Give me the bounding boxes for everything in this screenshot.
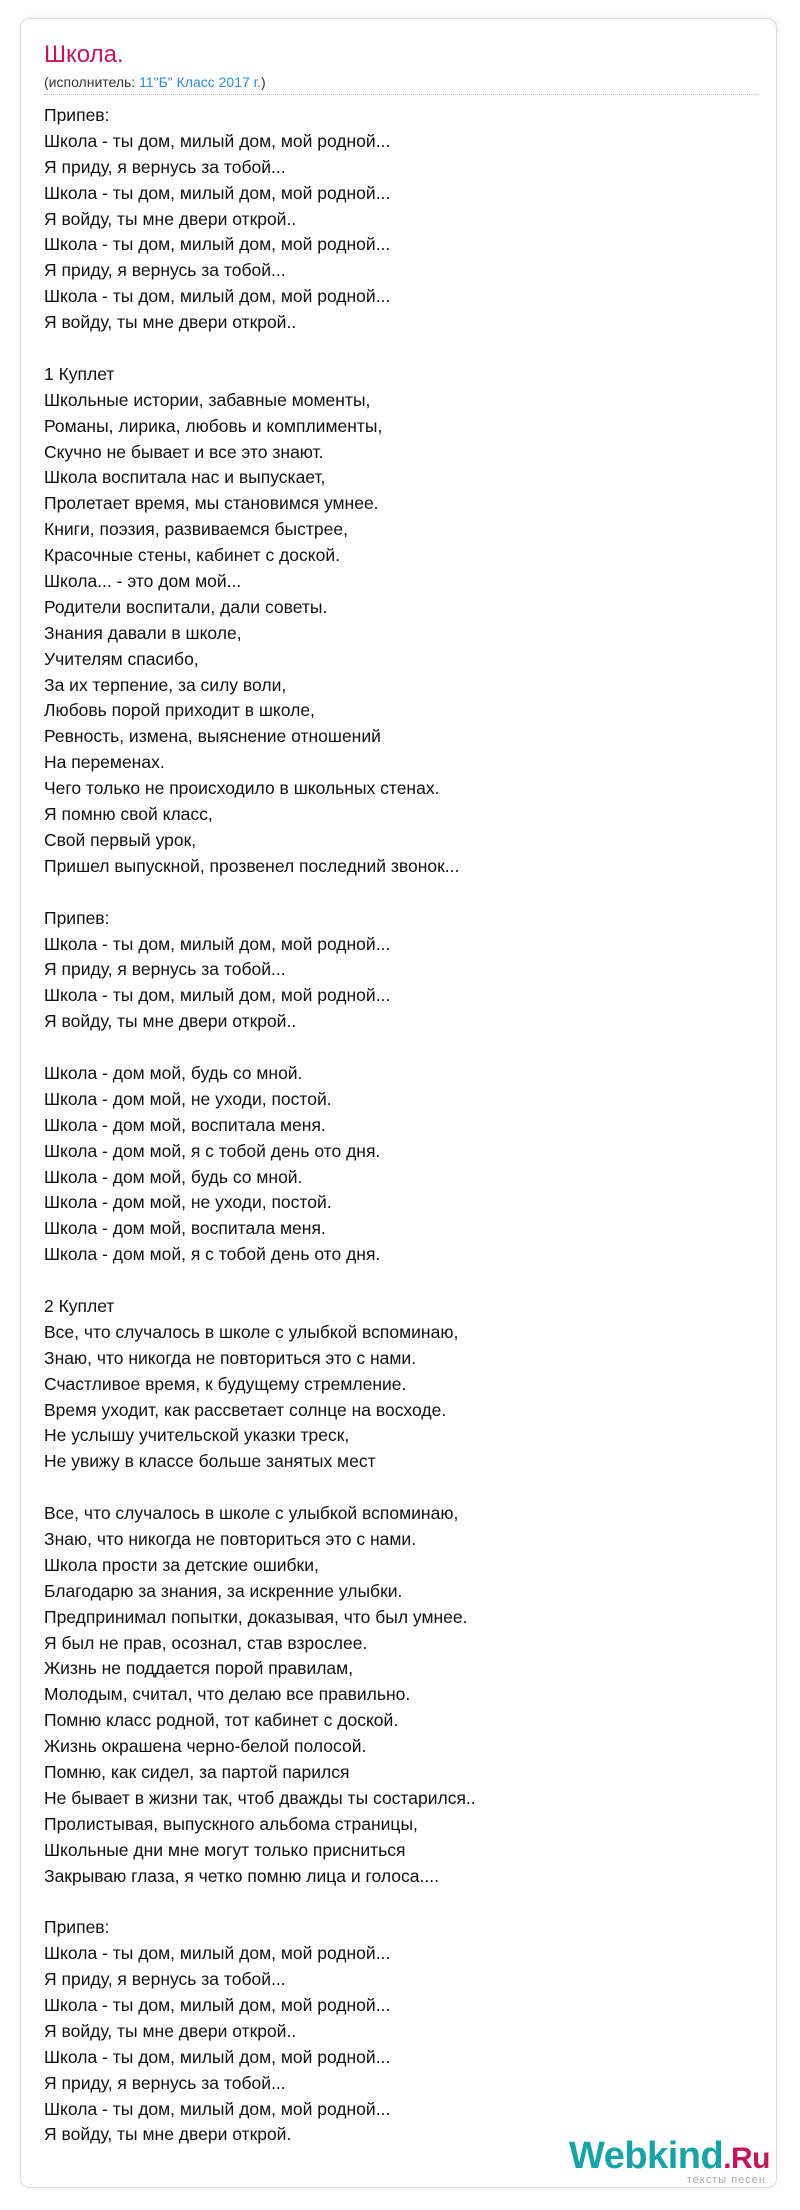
dotted-divider — [44, 94, 758, 95]
lyric-line: Я приду, я вернусь за тобой... — [44, 260, 286, 281]
lyric-line: Знаю, что никогда не повториться это с нами. — [44, 1347, 417, 1368]
stanza-gap — [44, 1268, 756, 1294]
performer-suffix: ) — [260, 74, 266, 90]
lyric-line: Школа - ты дом, милый дом, мой родной... — [44, 182, 391, 203]
lyric-line: Я войду, ты мне двери открой.. — [44, 312, 297, 333]
lyric-line: Помню класс родной, тот кабинет с доской. — [44, 1710, 399, 1731]
lyric-line: Я приду, я вернусь за тобой... — [44, 959, 286, 980]
lyric-line: Романы, лирика, любовь и комплименты, — [44, 415, 383, 436]
lyric-line: Припев: — [44, 907, 110, 928]
lyric-line: Не бывает в жизни так, чтоб дважды ты состарился.. — [44, 1787, 476, 1808]
lyric-line: Любовь порой приходит в школе, — [44, 700, 315, 721]
lyric-line: Школа - дом мой, воспитала меня. — [44, 1218, 326, 1239]
lyric-line: Чего только не происходило в школьных стенах. — [44, 778, 440, 799]
lyric-line: Школьные истории, забавные моменты, — [44, 389, 371, 410]
song-title: Школа. — [44, 41, 124, 68]
lyric-line: Все, что случалось в школе с улыбкой вспоминаю, — [44, 1503, 459, 1524]
lyric-line: Молодым, считал, что делаю все правильно. — [44, 1684, 411, 1705]
lyric-line: Знаю, что никогда не повториться это с нами. — [44, 1528, 417, 1549]
lyric-line: Школа - ты дом, милый дом, мой родной... — [44, 130, 391, 151]
lyric-line: Школа - ты дом, милый дом, мой родной... — [44, 234, 391, 255]
lyric-line: Школа... - это дом мой... — [44, 571, 242, 592]
lyric-line: Школа - дом мой, будь со мной. — [44, 1062, 303, 1083]
lyric-line: Школа прости за детские ошибки, — [44, 1554, 319, 1575]
lyric-line: Я приду, я вернусь за тобой... — [44, 1969, 286, 1990]
lyric-line: Время уходит, как рассветает солнце на восходе. — [44, 1399, 447, 1420]
stanza-gap — [44, 1035, 756, 1061]
lyric-line: Знания давали в школе, — [44, 622, 242, 643]
lyric-line: Школа - дом мой, воспитала меня. — [44, 1114, 326, 1135]
logo-subtitle: тексты песен — [686, 2174, 766, 2186]
lyric-line: Не увижу в классе больше занятых мест — [44, 1451, 376, 1472]
lyric-line: Ревность, измена, выяснение отношений — [44, 726, 381, 747]
stanza-gap — [44, 336, 756, 362]
lyric-line: Благодарю за знания, за искренние улыбки. — [44, 1580, 403, 1601]
lyric-line: Я был не прав, осознал, став взрослее. — [44, 1632, 368, 1653]
performer-prefix: (исполнитель: — [44, 74, 140, 90]
lyrics-text — [44, 103, 756, 2148]
lyric-line: Школа - ты дом, милый дом, мой родной... — [44, 286, 391, 307]
lyric-line: 2 Куплет — [44, 1295, 115, 1316]
lyric-line: Школьные дни мне могут только присниться — [44, 1839, 406, 1860]
lyric-line: Школа - ты дом, милый дом, мой родной... — [44, 2046, 391, 2067]
webkind-logo[interactable] — [569, 2135, 770, 2186]
lyric-line: Книги, поэзия, развиваемся быстрее, — [44, 519, 348, 540]
logo-wordmark — [569, 2136, 770, 2179]
lyric-line: Школа - ты дом, милый дом, мой родной... — [44, 1943, 391, 1964]
lyric-line: Свой первый урок, — [44, 829, 197, 850]
lyric-line: Я приду, я вернусь за тобой... — [44, 156, 286, 177]
lyric-line: Пролистывая, выпускного альбома страницы, — [44, 1813, 418, 1834]
lyric-line: За их терпение, за силу воли, — [44, 674, 287, 695]
lyric-line: Не услышу учительской указки треск, — [44, 1425, 350, 1446]
lyric-line: Жизнь не поддается порой правилам, — [44, 1658, 354, 1679]
lyric-line: Школа - дом мой, не уходи, постой. — [44, 1192, 332, 1213]
performer-line — [44, 73, 266, 91]
lyric-line: Школа воспитала нас и выпускает, — [44, 467, 326, 488]
lyric-line: Все, что случалось в школе с улыбкой вспоминаю, — [44, 1321, 459, 1342]
stanza-gap — [44, 1475, 756, 1501]
lyric-line: Я войду, ты мне двери открой.. — [44, 208, 297, 229]
performer-link[interactable]: 11"Б" Класс 2017 г. — [139, 74, 261, 90]
lyric-line: Жизнь окрашена черно-белой полосой. — [44, 1736, 367, 1757]
lyric-line: Пришел выпускной, прозвенел последний звонок... — [44, 855, 460, 876]
lyric-line: Красочные стены, кабинет с доской. — [44, 545, 340, 566]
lyric-line: Школа - дом мой, не уходи, постой. — [44, 1088, 332, 1109]
logo-part-domain: .Ru — [723, 2142, 770, 2175]
lyric-line: Скучно не бывает и все это знают. — [44, 441, 324, 462]
lyric-line: Школа - ты дом, милый дом, мой родной... — [44, 1995, 391, 2016]
lyric-line: Родители воспитали, дали советы. — [44, 596, 328, 617]
lyric-line: 1 Куплет — [44, 363, 115, 384]
lyric-line: Школа - дом мой, будь со мной. — [44, 1166, 303, 1187]
lyric-line: Припев: — [44, 1917, 110, 1938]
lyric-line: Я войду, ты мне двери открой.. — [44, 1011, 297, 1032]
lyric-line: Учителям спасибо, — [44, 648, 199, 669]
lyric-line: Школа - ты дом, милый дом, мой родной... — [44, 985, 391, 1006]
lyric-line: Я войду, ты мне двери открой. — [44, 2124, 292, 2145]
lyric-line: На переменах. — [44, 752, 165, 773]
lyric-line: Пролетает время, мы становимся умнее. — [44, 493, 379, 514]
lyric-line: Закрываю глаза, я четко помню лица и голоса.... — [44, 1865, 439, 1886]
lyric-line: Школа - ты дом, милый дом, мой родной... — [44, 2098, 391, 2119]
stanza-gap — [44, 1889, 756, 1915]
logo-part-main: Webkind — [569, 2135, 724, 2177]
stanza-gap — [44, 880, 756, 906]
lyric-line: Школа - ты дом, милый дом, мой родной... — [44, 933, 391, 954]
lyric-line: Помню, как сидел, за партой парился — [44, 1762, 350, 1782]
lyric-line: Я помню свой класс, — [44, 804, 213, 825]
lyric-line: Школа - дом мой, я с тобой день ото дня. — [44, 1244, 381, 1265]
lyric-line: Школа - дом мой, я с тобой день ото дня. — [44, 1140, 381, 1161]
lyric-line: Припев: — [44, 105, 110, 125]
lyric-line: Я приду, я вернусь за тобой... — [44, 2072, 286, 2093]
lyric-line: Счастливое время, к будущему стремление. — [44, 1373, 407, 1394]
lyric-line: Я войду, ты мне двери открой.. — [44, 2020, 297, 2041]
lyric-line: Предпринимал попытки, доказывая, что был умнее. — [44, 1606, 468, 1627]
